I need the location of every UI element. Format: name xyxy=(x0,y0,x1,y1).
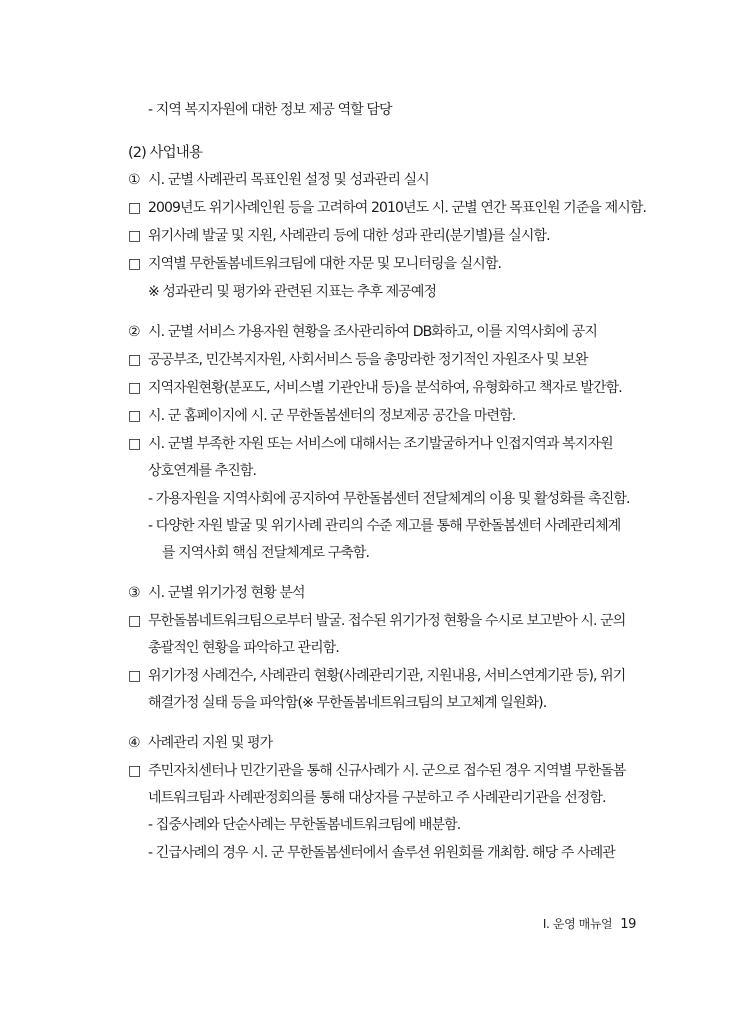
bullet-line: □ 2009년도 위기사례인원 등을 고려하여 2010년도 시. 군별 연간 목표인원 기준을 제시함. xyxy=(128,200,647,216)
square-bullet-icon: □ xyxy=(128,256,141,272)
continuation-line: 총괄적인 현황을 파악하고 관리함. xyxy=(148,640,339,656)
item-heading: ① 시. 군별 사례관리 목표인원 설정 및 성과관리 실시 xyxy=(128,172,429,188)
square-bullet-icon: □ xyxy=(128,200,141,216)
dash-line: - 긴급사례의 경우 시. 군 무한돌봄센터에서 솔루션 위원회를 개최함. 해당 주 사례관 xyxy=(148,845,615,861)
section-heading: (2) 사업내용 xyxy=(128,145,202,161)
item-heading: ③ 시. 군별 위기가정 현황 분석 xyxy=(128,585,305,601)
page-number: 19 xyxy=(620,917,636,932)
dash-line: - 집중사례와 단순사례는 무한돌봄네트워크팀에 배분함. xyxy=(148,817,461,833)
bullet-line: □ 시. 군 홈페이지에 시. 군 무한돌봄센터의 정보제공 공간을 마련함. xyxy=(128,408,516,424)
circled-number: ④ xyxy=(128,735,140,751)
bullet-line: □ 위기사례 발굴 및 지원, 사례관리 등에 대한 성과 관리(분기별)를 실시함. xyxy=(128,228,550,244)
bullet-line: □ 지역자원현황(분포도, 서비스별 기관안내 등)을 분석하여, 유형화하고 책자로 발간함. xyxy=(128,380,622,396)
dash-line: - 가용자원을 지역사회에 공지하여 무한돌봄센터 전달체계의 이용 및 활성화를 촉진함. xyxy=(148,491,630,507)
item-heading: ④ 사례관리 지원 및 평가 xyxy=(128,735,273,751)
page-footer xyxy=(543,915,636,932)
square-bullet-icon: □ xyxy=(128,436,141,452)
bullet-line: □ 위기가정 사례건수, 사례관리 현황(사례관리기관, 지원내용, 서비스연계기관 등), 위기 xyxy=(128,668,626,684)
continuation-line: 를 지역사회 핵심 전달체계로 구축함. xyxy=(162,545,370,561)
square-bullet-icon: □ xyxy=(128,613,141,629)
text-line: - 지역 복지자원에 대한 정보 제공 역할 담당 xyxy=(148,102,392,118)
bullet-line: □ 무한돌봄네트워크팀으로부터 발굴. 접수된 위기가정 현황을 수시로 보고받아 시. 군의 xyxy=(128,613,626,629)
continuation-line: 해결가정 실태 등을 파악함(※ 무한돌봄네트워크팀의 보고체계 일원화). xyxy=(148,695,547,711)
bullet-line: □ 공공부조, 민간복지자원, 사회서비스 등을 총망라한 정기적인 자원조사 및 보완 xyxy=(128,352,588,368)
bullet-line: □ 주민자치센터나 민간기관을 통해 신규사례가 시. 군으로 접수된 경우 지역별 무한돌봄 xyxy=(128,763,626,779)
bullet-line: □ 시. 군별 부족한 자원 또는 서비스에 대해서는 조기발굴하거나 인접지역과 복지자원 xyxy=(128,436,613,452)
square-bullet-icon: □ xyxy=(128,763,141,779)
note-line: ※ 성과관리 및 평가와 관련된 지표는 추후 제공예정 xyxy=(148,284,437,300)
continuation-line: 네트워크팀과 사례판정회의를 통해 대상자를 구분하고 주 사례관리기관을 선정함. xyxy=(148,790,606,806)
square-bullet-icon: □ xyxy=(128,668,141,684)
square-bullet-icon: □ xyxy=(128,380,141,396)
dash-line: - 다양한 자원 발굴 및 위기사례 관리의 수준 제고를 통해 무한돌봄센터 사례관리체계 xyxy=(148,518,621,534)
bullet-line: □ 지역별 무한돌봄네트워크팀에 대한 자문 및 모니터링을 실시함. xyxy=(128,256,502,272)
circled-number: ③ xyxy=(128,585,140,601)
square-bullet-icon: □ xyxy=(128,228,141,244)
square-bullet-icon: □ xyxy=(128,352,141,368)
square-bullet-icon: □ xyxy=(128,408,141,424)
continuation-line: 상호연계를 추진함. xyxy=(148,463,257,479)
footer-section-title: Ⅰ. 운영 매뉴얼 xyxy=(542,917,613,931)
circled-number: ① xyxy=(128,172,140,188)
item-heading: ② 시. 군별 서비스 가용자원 현황을 조사관리하여 DB화하고, 이를 지역사회에 공지 xyxy=(128,324,597,340)
circled-number: ② xyxy=(128,324,140,340)
